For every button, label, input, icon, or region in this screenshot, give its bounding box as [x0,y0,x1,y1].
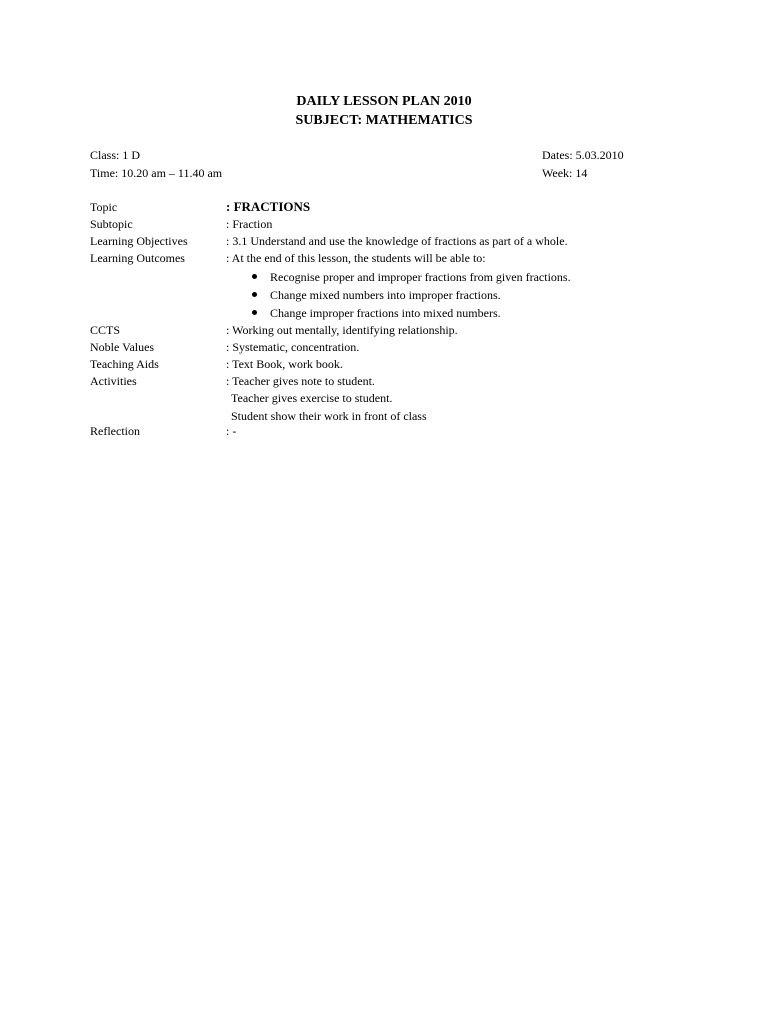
noble-values-value: : Systematic, concentration. [226,340,360,354]
reflection-label: Reflection [90,424,140,438]
bullet-icon [252,292,257,297]
week-info: Week: 14 [542,166,588,180]
outcome-bullet-text: Recognise proper and improper fractions from given fractions. [270,270,571,284]
learning-objectives-value: : 3.1 Understand and use the knowledge of fractions as part of a whole. [226,234,568,248]
activities-label: Activities [90,374,137,388]
bullet-icon [252,310,257,315]
topic-value: : FRACTIONS [226,199,311,214]
outcome-bullet-text: Change improper fractions into mixed numbers. [270,306,501,320]
bullet-icon [252,274,257,279]
topic-label: Topic [90,200,118,214]
learning-objectives-label: Learning Objectives [90,234,188,248]
class-info: Class: 1 D [90,148,141,162]
learning-outcomes-value: : At the end of this lesson, the students will be able to: [226,251,486,265]
teaching-aids-label: Teaching Aids [90,357,159,371]
ccts-value: : Working out mentally, identifying relationship. [226,323,458,337]
activities-value: : Teacher gives note to student. [226,374,375,388]
outcome-bullet-text: Change mixed numbers into improper fractions. [270,288,501,302]
learning-outcomes-label: Learning Outcomes [90,251,185,265]
dates-info: Dates: 5.03.2010 [542,148,624,162]
reflection-value: : - [226,424,237,438]
document-title: DAILY LESSON PLAN 2010 [296,94,472,109]
subtopic-value: : Fraction [226,217,273,231]
activities-continued: Student show their work in front of class [231,409,427,423]
time-info: Time: 10.20 am – 11.40 am [90,166,223,180]
activities-continued: Teacher gives exercise to student. [231,391,393,405]
document-subject: SUBJECT: MATHEMATICS [295,113,473,128]
subtopic-label: Subtopic [90,217,133,231]
noble-values-label: Noble Values [90,340,155,354]
teaching-aids-value: : Text Book, work book. [226,357,343,371]
ccts-label: CCTS [90,323,121,337]
